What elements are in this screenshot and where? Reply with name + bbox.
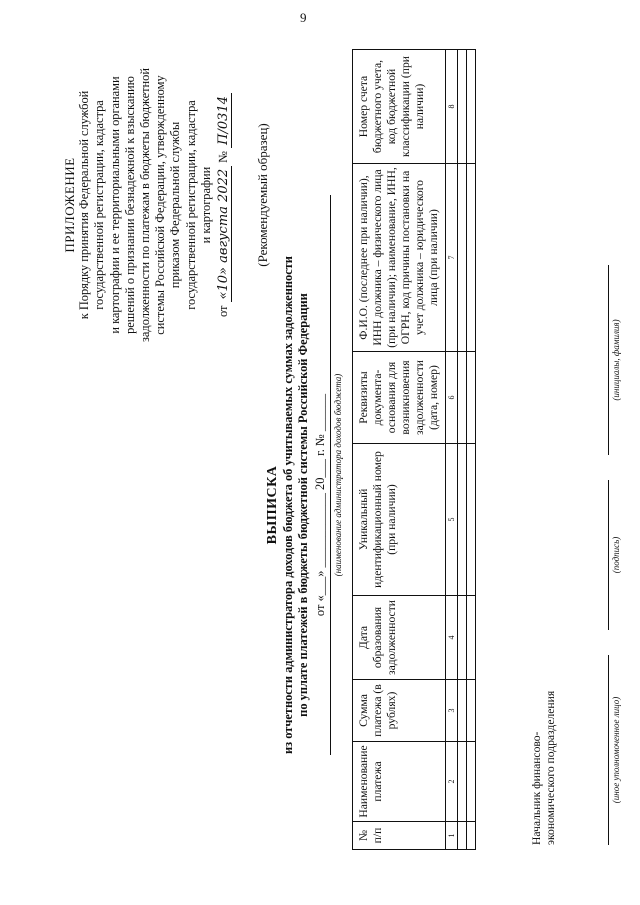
appendix-line: государственной регистрации, кадастра bbox=[183, 100, 198, 310]
document-title-block bbox=[265, 245, 328, 765]
column-header: Уникальный идентификационный номер (при наличии) bbox=[353, 444, 446, 596]
appendix-line: и картографии и ее территориальными органами bbox=[107, 76, 122, 334]
document-subtitle: из отчетности администратора доходов бюджета об учитываемых суммах задолженности bbox=[281, 256, 295, 754]
appendix-header bbox=[62, 35, 231, 375]
appendix-line: приказом Федеральной службы bbox=[168, 121, 183, 289]
number-prefix: № bbox=[216, 150, 231, 163]
signature-caption: (подпись) bbox=[608, 480, 621, 630]
debt-table bbox=[352, 49, 476, 850]
appendix-line: системы Российской Федерации, утвержденному bbox=[153, 75, 168, 335]
empty-table-row bbox=[458, 50, 467, 850]
position-line: Начальник финансово- bbox=[530, 731, 543, 845]
column-header: № п/п bbox=[353, 822, 446, 850]
column-header: Дата образования задолженности bbox=[353, 596, 446, 680]
column-number: 7 bbox=[446, 164, 458, 352]
appendix-line: задолженности по платежам в бюджеты бюджетной bbox=[138, 68, 153, 342]
signatory-position bbox=[530, 691, 558, 845]
appendix-title: ПРИЛОЖЕНИЕ bbox=[62, 157, 77, 253]
column-header: Ф.И.О. (последнее при наличии), ИНН должника – физического лица (при наличии); наименование, ИНН, ОГРН, код причины постановки на учет должника – юридического лица (при наличии) bbox=[353, 164, 446, 352]
administrator-caption: (наименование администратора доходов бюджета) bbox=[330, 195, 343, 755]
recommended-sample-label: (Рекомендуемый образец) bbox=[255, 123, 270, 267]
handwritten-number: П/0314 bbox=[216, 93, 232, 148]
person-caption: (иное уполномоченное лицо) bbox=[608, 655, 621, 845]
column-number: 1 bbox=[446, 822, 458, 850]
column-number: 8 bbox=[446, 50, 458, 164]
table-header-row bbox=[353, 50, 446, 850]
document-date-line: от «___» ____________ 20___ г. № ______ bbox=[313, 393, 327, 617]
page-number: 9 bbox=[300, 10, 307, 25]
column-number-row bbox=[446, 50, 458, 850]
column-header: Реквизиты документа-основания для возникновения задолженности (дата, номер) bbox=[353, 352, 446, 444]
column-number: 5 bbox=[446, 444, 458, 596]
empty-table-row bbox=[467, 50, 476, 850]
appendix-line: решений о признании безнадежной к взысканию bbox=[122, 76, 137, 334]
column-header: Номер счета бюджетного учета, код бюджетной классификации (при наличии) bbox=[353, 50, 446, 164]
appendix-line: государственной регистрации, кадастра bbox=[92, 100, 107, 310]
signature-block bbox=[530, 45, 630, 845]
appendix-line: и картографии bbox=[198, 166, 213, 244]
position-line: экономического подразделения bbox=[544, 690, 557, 845]
date-prefix: от bbox=[216, 305, 231, 318]
handwritten-date: «10» августа 2022 bbox=[216, 166, 232, 303]
appendix-line: к Порядку принятия Федеральной службой bbox=[77, 90, 92, 320]
column-number: 2 bbox=[446, 742, 458, 822]
document-subtitle: по уплате платежей в бюджеты бюджетной системы Российской Федерации bbox=[296, 293, 310, 717]
document-title: ВЫПИСКА bbox=[265, 465, 280, 545]
name-caption: (инициалы, фамилия) bbox=[608, 265, 621, 455]
column-number: 4 bbox=[446, 596, 458, 680]
appendix-date-line bbox=[216, 35, 231, 375]
column-number: 3 bbox=[446, 680, 458, 742]
column-header: Наименование платежа bbox=[353, 742, 446, 822]
column-number: 6 bbox=[446, 352, 458, 444]
column-header: Сумма платежа (в рублях) bbox=[353, 680, 446, 742]
